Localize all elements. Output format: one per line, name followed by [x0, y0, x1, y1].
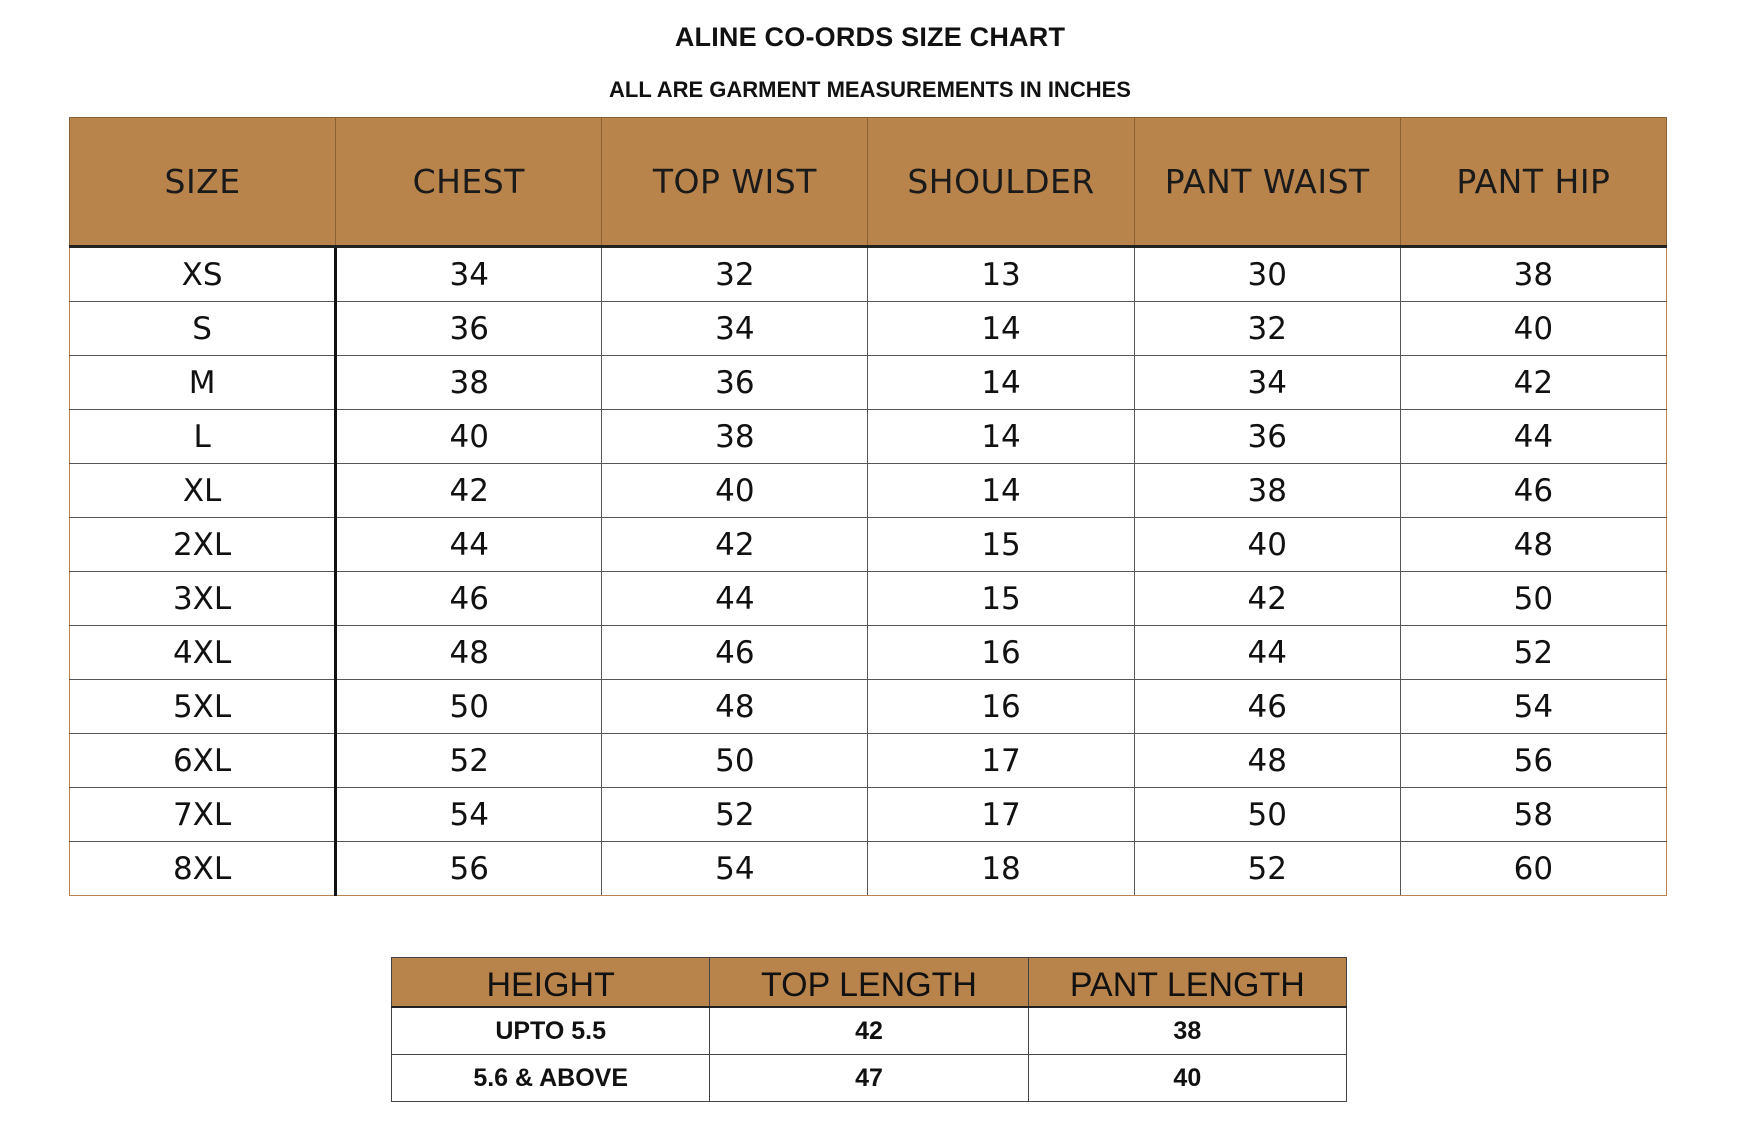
top-wist-cell: 48 — [602, 680, 868, 734]
shoulder-cell: 18 — [868, 842, 1134, 896]
pant-hip-cell: 42 — [1400, 356, 1666, 410]
pant-hip-cell: 50 — [1400, 572, 1666, 626]
table-row — [70, 302, 1667, 356]
shoulder-cell: 13 — [868, 247, 1134, 302]
pant-length-cell: 38 — [1028, 1007, 1346, 1055]
pant-length-cell: 40 — [1028, 1055, 1346, 1102]
table-row — [70, 518, 1667, 572]
header-size: SIZE — [70, 118, 336, 247]
size-cell: 6XL — [70, 734, 336, 788]
pant-waist-cell: 50 — [1134, 788, 1400, 842]
size-table-body — [70, 247, 1667, 896]
height-cell: UPTO 5.5 — [392, 1007, 710, 1055]
length-table-header-row — [392, 958, 1347, 1008]
header-pant-waist: PANT WAIST — [1134, 118, 1400, 247]
shoulder-cell: 14 — [868, 302, 1134, 356]
table-row — [392, 1055, 1347, 1102]
chest-cell: 42 — [336, 464, 602, 518]
shoulder-cell: 14 — [868, 356, 1134, 410]
pant-waist-cell: 40 — [1134, 518, 1400, 572]
pant-hip-cell: 40 — [1400, 302, 1666, 356]
pant-waist-cell: 30 — [1134, 247, 1400, 302]
top-wist-cell: 42 — [602, 518, 868, 572]
header-top-wist: TOP WIST — [602, 118, 868, 247]
pant-hip-cell: 54 — [1400, 680, 1666, 734]
header-pant-length: PANT LENGTH — [1028, 958, 1346, 1008]
pant-hip-cell: 38 — [1400, 247, 1666, 302]
top-wist-cell: 40 — [602, 464, 868, 518]
top-wist-cell: 34 — [602, 302, 868, 356]
size-cell: 8XL — [70, 842, 336, 896]
chest-cell: 38 — [336, 356, 602, 410]
shoulder-cell: 16 — [868, 626, 1134, 680]
shoulder-cell: 17 — [868, 734, 1134, 788]
top-wist-cell: 54 — [602, 842, 868, 896]
top-wist-cell: 52 — [602, 788, 868, 842]
shoulder-cell: 17 — [868, 788, 1134, 842]
table-row — [70, 788, 1667, 842]
shoulder-cell: 15 — [868, 518, 1134, 572]
shoulder-cell: 16 — [868, 680, 1134, 734]
shoulder-cell: 15 — [868, 572, 1134, 626]
pant-waist-cell: 44 — [1134, 626, 1400, 680]
size-table — [69, 117, 1667, 896]
size-cell: 5XL — [70, 680, 336, 734]
table-row — [70, 410, 1667, 464]
chest-cell: 46 — [336, 572, 602, 626]
chest-cell: 54 — [336, 788, 602, 842]
top-wist-cell: 50 — [602, 734, 868, 788]
top-wist-cell: 36 — [602, 356, 868, 410]
header-height: HEIGHT — [392, 958, 710, 1008]
chest-cell: 48 — [336, 626, 602, 680]
top-wist-cell: 46 — [602, 626, 868, 680]
table-row — [392, 1007, 1347, 1055]
pant-hip-cell: 48 — [1400, 518, 1666, 572]
chest-cell: 40 — [336, 410, 602, 464]
size-cell: S — [70, 302, 336, 356]
shoulder-cell: 14 — [868, 410, 1134, 464]
size-cell: 2XL — [70, 518, 336, 572]
size-cell: L — [70, 410, 336, 464]
chest-cell: 52 — [336, 734, 602, 788]
header-chest: CHEST — [336, 118, 602, 247]
shoulder-cell: 14 — [868, 464, 1134, 518]
top-wist-cell: 38 — [602, 410, 868, 464]
pant-hip-cell: 46 — [1400, 464, 1666, 518]
pant-waist-cell: 38 — [1134, 464, 1400, 518]
header-shoulder: SHOULDER — [868, 118, 1134, 247]
chest-cell: 56 — [336, 842, 602, 896]
size-cell: M — [70, 356, 336, 410]
pant-waist-cell: 32 — [1134, 302, 1400, 356]
top-wist-cell: 32 — [602, 247, 868, 302]
chest-cell: 50 — [336, 680, 602, 734]
chart-title: ALINE CO-ORDS SIZE CHART — [674, 22, 1066, 52]
top-length-cell: 42 — [710, 1007, 1028, 1055]
table-row — [70, 464, 1667, 518]
chest-cell: 44 — [336, 518, 602, 572]
pant-waist-cell: 36 — [1134, 410, 1400, 464]
chest-cell: 34 — [336, 247, 602, 302]
height-cell: 5.6 & ABOVE — [392, 1055, 710, 1102]
header-pant-hip: PANT HIP — [1400, 118, 1666, 247]
pant-waist-cell: 46 — [1134, 680, 1400, 734]
top-length-cell: 47 — [710, 1055, 1028, 1102]
table-row — [70, 247, 1667, 302]
table-row — [70, 842, 1667, 896]
table-row — [70, 626, 1667, 680]
pant-hip-cell: 56 — [1400, 734, 1666, 788]
table-row — [70, 680, 1667, 734]
size-cell: XS — [70, 247, 336, 302]
pant-waist-cell: 42 — [1134, 572, 1400, 626]
chart-subtitle: ALL ARE GARMENT MEASUREMENTS IN INCHES — [609, 77, 1131, 102]
size-cell: 3XL — [70, 572, 336, 626]
table-row — [70, 356, 1667, 410]
pant-hip-cell: 60 — [1400, 842, 1666, 896]
size-table-header-row — [70, 118, 1667, 247]
top-wist-cell: 44 — [602, 572, 868, 626]
size-cell: 7XL — [70, 788, 336, 842]
pant-waist-cell: 52 — [1134, 842, 1400, 896]
pant-hip-cell: 52 — [1400, 626, 1666, 680]
pant-hip-cell: 58 — [1400, 788, 1666, 842]
pant-waist-cell: 34 — [1134, 356, 1400, 410]
length-table-body — [392, 1007, 1347, 1102]
length-table — [391, 957, 1347, 1102]
header-top-length: TOP LENGTH — [710, 958, 1028, 1008]
size-cell: XL — [70, 464, 336, 518]
size-cell: 4XL — [70, 626, 336, 680]
table-row — [70, 734, 1667, 788]
chest-cell: 36 — [336, 302, 602, 356]
pant-waist-cell: 48 — [1134, 734, 1400, 788]
pant-hip-cell: 44 — [1400, 410, 1666, 464]
table-row — [70, 572, 1667, 626]
